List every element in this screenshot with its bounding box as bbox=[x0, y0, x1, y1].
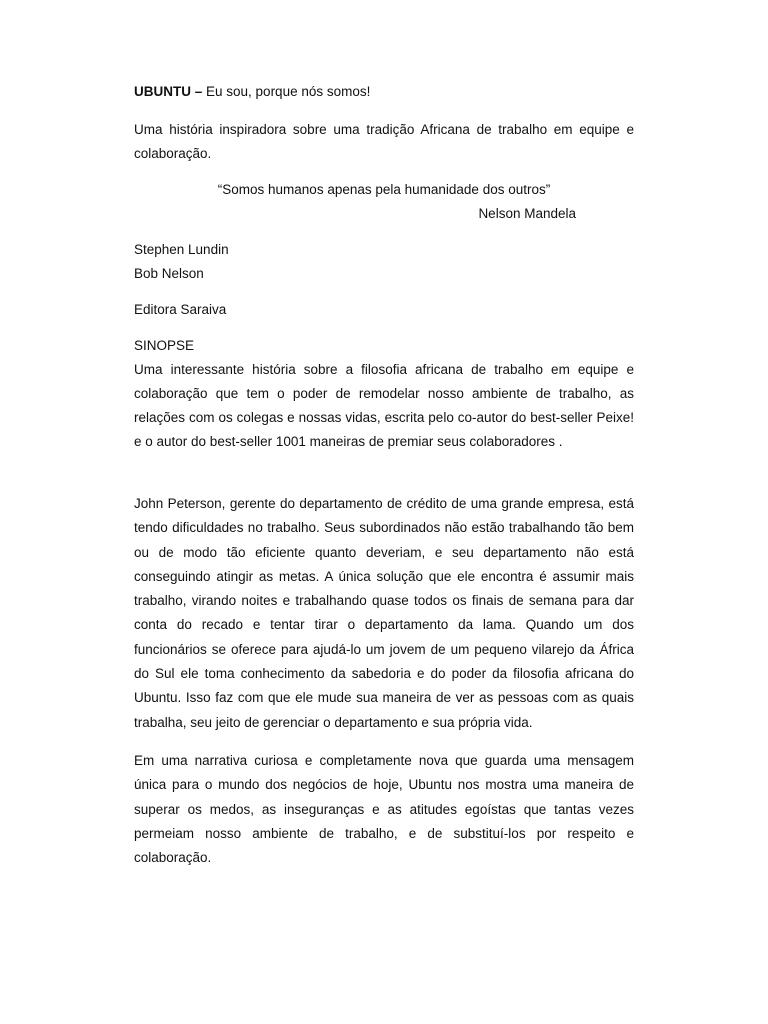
authors-list bbox=[134, 238, 634, 286]
document-title bbox=[134, 80, 634, 104]
publisher: Editora Saraiva bbox=[134, 302, 227, 317]
body-paragraph-1: John Peterson, gerente do departamento de crédito de uma grande empresa, está tendo dificuldades no trabalho. Seus subordinados não estão trabalhando tão bem ou de modo tão eficiente quanto deveriam, e seu departamento não está conseguindo atingir as metas. A única solução que ele encontra é assumir mais trabalho, virando noites e trabalhando quase todos os finais de semana para dar conta do recado e tentar tirar o departamento da lama. Quando um dos funcionários se oferece para ajudá-lo um jovem de um pequeno vilarejo da África do Sul ele toma conhecimento da sabedoria e do poder da filosofia africana do Ubuntu. Isso faz com que ele mude sua maneira de ver as pessoas com as quais trabalha, seu jeito de gerenciar o departamento e sua própria vida. bbox=[134, 496, 634, 730]
author-name: Stephen Lundin bbox=[134, 242, 229, 257]
section-title-synopsis: SINOPSE bbox=[134, 338, 195, 353]
author-name: Bob Nelson bbox=[134, 266, 204, 281]
body-paragraph-2: Em uma narrativa curiosa e completamente nova que guarda uma mensagem única para o mundo dos negócios de hoje, Ubuntu nos mostra uma maneira de superar os medos, as inseguranças e as atitudes egoístas que tantas vezes permeiam nosso ambiente de trabalho, e de substituí-los por respeito e colaboração. bbox=[134, 752, 634, 866]
quote-text: “Somos humanos apenas pela humanidade dos outros” bbox=[217, 182, 551, 197]
synopsis-paragraph: Uma interessante história sobre a filosofia africana de trabalho em equipe e colaboração que tem o poder de remodelar nosso ambiente de trabalho, as relações com os colegas e nossas vidas, escrita pelo co-autor do best-seller Peixe! e o autor do best-seller 1001 maneiras de premiar seus colaboradores . bbox=[134, 362, 634, 449]
lead-paragraph: Uma história inspiradora sobre uma tradição Africana de trabalho em equipe e colaboração. bbox=[134, 122, 634, 161]
document-page bbox=[134, 80, 634, 884]
title-rest: Eu sou, porque nós somos! bbox=[202, 84, 371, 99]
title-bold: UBUNTU – bbox=[134, 84, 203, 99]
quote-author: Nelson Mandela bbox=[478, 206, 576, 221]
